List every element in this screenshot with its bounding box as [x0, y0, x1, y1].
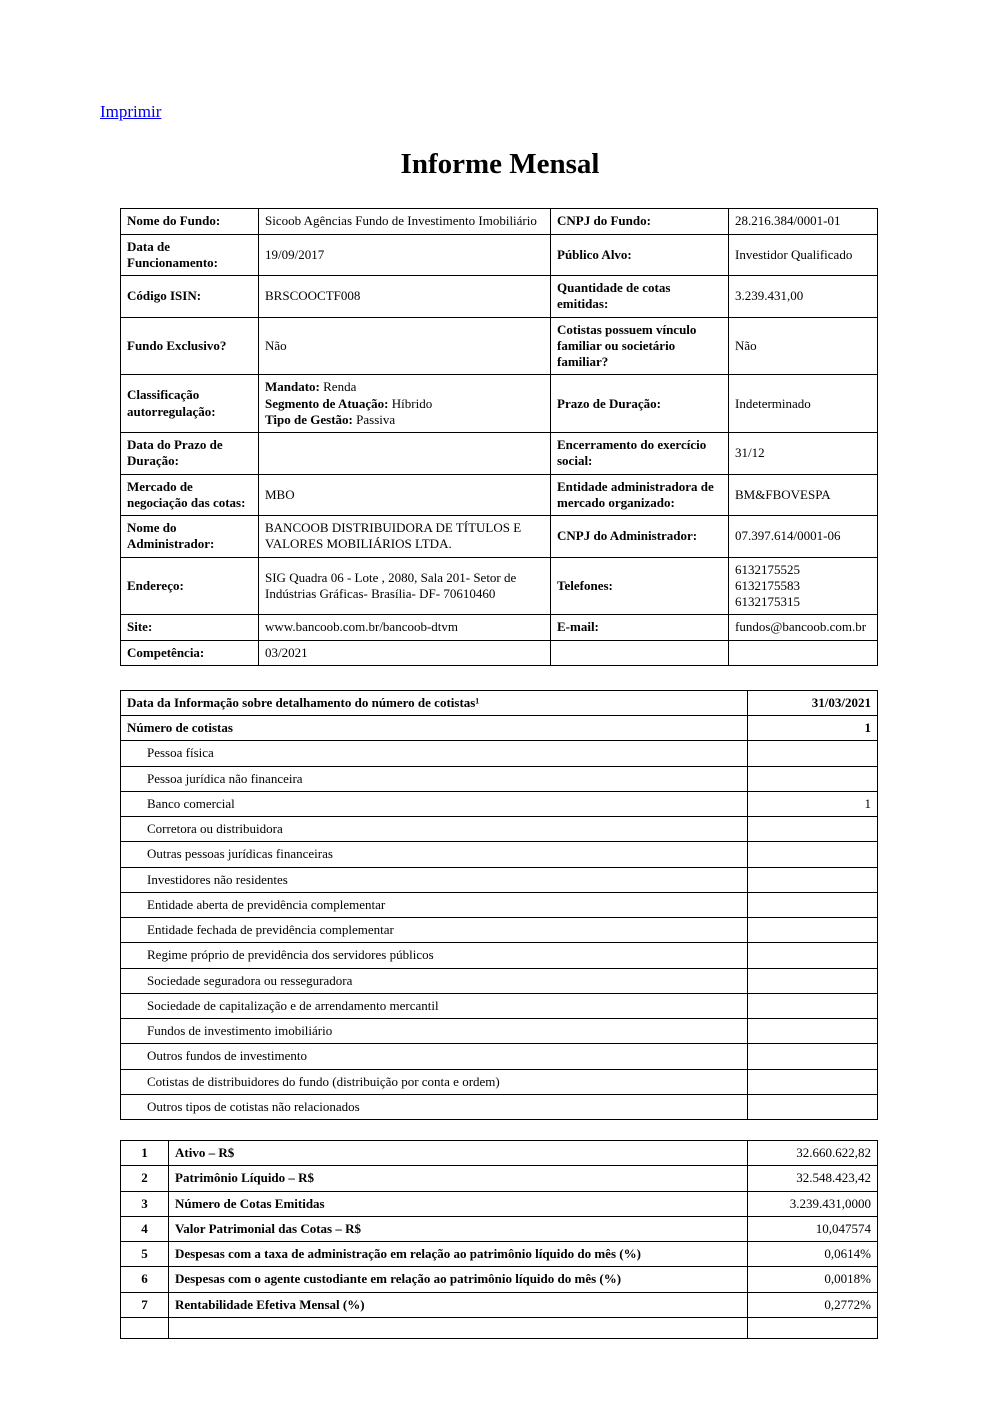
table-row	[121, 1292, 878, 1317]
field-value	[259, 433, 551, 475]
category-value	[748, 1019, 878, 1044]
category-value	[748, 1094, 878, 1119]
field-value: 19/09/2017	[259, 234, 551, 276]
metric-label: Número de Cotas Emitidas	[169, 1191, 748, 1216]
table-row-header	[121, 690, 878, 715]
field-label: Nome do Administrador:	[121, 516, 259, 558]
category-value	[748, 968, 878, 993]
field-value	[729, 640, 878, 665]
field-label	[551, 640, 729, 665]
field-label: Fundo Exclusivo?	[121, 317, 259, 375]
table-row	[121, 433, 878, 475]
field-label: Endereço:	[121, 557, 259, 615]
table-row	[121, 741, 878, 766]
table-row	[121, 1166, 878, 1191]
field-value: 03/2021	[259, 640, 551, 665]
metric-value: 3.239.431,0000	[748, 1191, 878, 1216]
phone-line: 6132175583	[735, 577, 800, 593]
cotistas-total-label: Número de cotistas	[121, 716, 748, 741]
category-label: Banco comercial	[121, 791, 748, 816]
field-label: Classificação autorregulação:	[121, 375, 259, 433]
table-row-empty	[121, 1317, 878, 1338]
metric-label: Despesas com o agente custodiante em relação ao patrimônio líquido do mês (%)	[169, 1267, 748, 1292]
table-row	[121, 817, 878, 842]
field-label: Cotistas possuem vínculo familiar ou societário familiar?	[551, 317, 729, 375]
field-label: CNPJ do Fundo:	[551, 209, 729, 234]
field-value: MBO	[259, 474, 551, 516]
category-label: Sociedade seguradora ou resseguradora	[121, 968, 748, 993]
table-row	[121, 1044, 878, 1069]
field-label: Quantidade de cotas emitidas:	[551, 276, 729, 318]
table-row	[121, 1267, 878, 1292]
category-value	[748, 918, 878, 943]
table-row	[121, 1069, 878, 1094]
field-value: Investidor Qualificado	[729, 234, 878, 276]
table-row	[121, 1216, 878, 1241]
metric-number: 3	[121, 1191, 169, 1216]
sub-label: Segmento de Atuação:	[265, 395, 389, 411]
sub-label: Tipo de Gestão:	[265, 411, 353, 427]
category-label: Cotistas de distribuidores do fundo (distribuição por conta e ordem)	[121, 1069, 748, 1094]
metric-value: 0,0614%	[748, 1242, 878, 1267]
metric-value: 0,2772%	[748, 1292, 878, 1317]
cotistas-table	[120, 690, 878, 1120]
field-label: Nome do Fundo:	[121, 209, 259, 234]
field-value: www.bancoob.com.br/bancoob-dtvm	[259, 615, 551, 640]
metric-number: 5	[121, 1242, 169, 1267]
table-row	[121, 1141, 878, 1166]
field-value: 3.239.431,00	[729, 276, 878, 318]
cotistas-total-value: 1	[748, 716, 878, 741]
sub-value: Híbrido	[388, 395, 433, 411]
metric-label: Valor Patrimonial das Cotas – R$	[169, 1216, 748, 1241]
table-row-total	[121, 716, 878, 741]
field-value: BANCOOB DISTRIBUIDORA DE TÍTULOS E VALORES MOBILIÁRIOS LTDA.	[259, 516, 551, 558]
metric-value: 10,047574	[748, 1216, 878, 1241]
metric-value	[748, 1317, 878, 1338]
field-label: Mercado de negociação das cotas:	[121, 474, 259, 516]
category-value	[748, 1069, 878, 1094]
table-row	[121, 276, 878, 318]
metric-label: Patrimônio Líquido – R$	[169, 1166, 748, 1191]
field-value: Sicoob Agências Fundo de Investimento Imobiliário	[259, 209, 551, 234]
field-value: 31/12	[729, 433, 878, 475]
metric-value: 32.660.622,82	[748, 1141, 878, 1166]
category-value	[748, 766, 878, 791]
print-link[interactable]: Imprimir	[100, 102, 162, 121]
category-label: Investidores não residentes	[121, 867, 748, 892]
category-value	[748, 993, 878, 1018]
sub-value: Renda	[319, 379, 357, 395]
field-label: Data do Prazo de Duração:	[121, 433, 259, 475]
field-label: Código ISIN:	[121, 276, 259, 318]
classification-line	[265, 379, 544, 395]
metric-value: 32.548.423,42	[748, 1166, 878, 1191]
table-row	[121, 234, 878, 276]
category-value	[748, 1044, 878, 1069]
table-row	[121, 317, 878, 375]
page-title: Informe Mensal	[400, 148, 600, 180]
metrics-table	[120, 1140, 878, 1339]
field-value	[259, 375, 551, 433]
table-row	[121, 640, 878, 665]
category-value	[748, 842, 878, 867]
metric-number: 6	[121, 1267, 169, 1292]
field-label: Site:	[121, 615, 259, 640]
category-value: 1	[748, 791, 878, 816]
category-value	[748, 741, 878, 766]
category-value	[748, 892, 878, 917]
field-label: Encerramento do exercício social:	[551, 433, 729, 475]
category-label: Outros tipos de cotistas não relacionados	[121, 1094, 748, 1119]
table-row	[121, 615, 878, 640]
table-row	[121, 993, 878, 1018]
table-row	[121, 968, 878, 993]
category-label: Outros fundos de investimento	[121, 1044, 748, 1069]
field-value: BRSCOOCTF008	[259, 276, 551, 318]
sub-label: Mandato:	[265, 379, 320, 395]
metric-number	[121, 1317, 169, 1338]
cotistas-header-label: Data da Informação sobre detalhamento do número de cotistas¹	[121, 690, 748, 715]
phone-line: 6132175315	[735, 594, 800, 609]
field-label: Entidade administradora de mercado organizado:	[551, 474, 729, 516]
category-label: Outras pessoas jurídicas financeiras	[121, 842, 748, 867]
field-value: fundos@bancoob.com.br	[729, 615, 878, 640]
field-value: Indeterminado	[729, 375, 878, 433]
category-label: Sociedade de capitalização e de arrendamento mercantil	[121, 993, 748, 1018]
metric-number: 1	[121, 1141, 169, 1166]
table-row	[121, 842, 878, 867]
field-value: 07.397.614/0001-06	[729, 516, 878, 558]
field-value: Não	[729, 317, 878, 375]
category-label: Fundos de investimento imobiliário	[121, 1019, 748, 1044]
category-value	[748, 867, 878, 892]
metric-number: 2	[121, 1166, 169, 1191]
table-row	[121, 516, 878, 558]
table-row	[121, 892, 878, 917]
category-value	[748, 817, 878, 842]
field-value: SIG Quadra 06 - Lote , 2080, Sala 201- Setor de Indústrias Gráficas- Brasília- DF- 70610460	[259, 557, 551, 615]
field-label: CNPJ do Administrador:	[551, 516, 729, 558]
table-row	[121, 766, 878, 791]
table-row	[121, 1094, 878, 1119]
category-label: Regime próprio de previdência dos servidores públicos	[121, 943, 748, 968]
table-row	[121, 943, 878, 968]
phone-line: 6132175525	[735, 561, 800, 577]
category-label: Pessoa jurídica não financeira	[121, 766, 748, 791]
metric-value: 0,0018%	[748, 1267, 878, 1292]
table-row	[121, 867, 878, 892]
metric-label	[169, 1317, 748, 1338]
field-label: Competência:	[121, 640, 259, 665]
table-row	[121, 557, 878, 615]
table-row	[121, 375, 878, 433]
metric-label: Ativo – R$	[169, 1141, 748, 1166]
field-label: Público Alvo:	[551, 234, 729, 276]
table-row	[121, 1019, 878, 1044]
metric-label: Rentabilidade Efetiva Mensal (%)	[169, 1292, 748, 1317]
field-value: BM&FBOVESPA	[729, 474, 878, 516]
sub-value: Passiva	[352, 411, 396, 427]
category-label: Pessoa física	[121, 741, 748, 766]
table-row	[121, 918, 878, 943]
category-label: Entidade aberta de previdência complementar	[121, 892, 748, 917]
category-label: Entidade fechada de previdência complementar	[121, 918, 748, 943]
field-value: 28.216.384/0001-01	[729, 209, 878, 234]
field-value	[729, 557, 878, 615]
metric-label: Despesas com a taxa de administração em relação ao patrimônio líquido do mês (%)	[169, 1242, 748, 1267]
category-label: Corretora ou distribuidora	[121, 817, 748, 842]
field-label: Telefones:	[551, 557, 729, 615]
table-row	[121, 474, 878, 516]
classification-line	[265, 412, 544, 428]
fund-info-table	[120, 208, 878, 666]
field-label: Prazo de Duração:	[551, 375, 729, 433]
metric-number: 4	[121, 1216, 169, 1241]
cotistas-header-value: 31/03/2021	[748, 690, 878, 715]
field-value: Não	[259, 317, 551, 375]
table-row	[121, 209, 878, 234]
category-value	[748, 943, 878, 968]
table-row	[121, 791, 878, 816]
table-row	[121, 1191, 878, 1216]
field-label: E-mail:	[551, 615, 729, 640]
classification-line	[265, 396, 544, 412]
table-row	[121, 1242, 878, 1267]
field-label: Data de Funcionamento:	[121, 234, 259, 276]
metric-number: 7	[121, 1292, 169, 1317]
